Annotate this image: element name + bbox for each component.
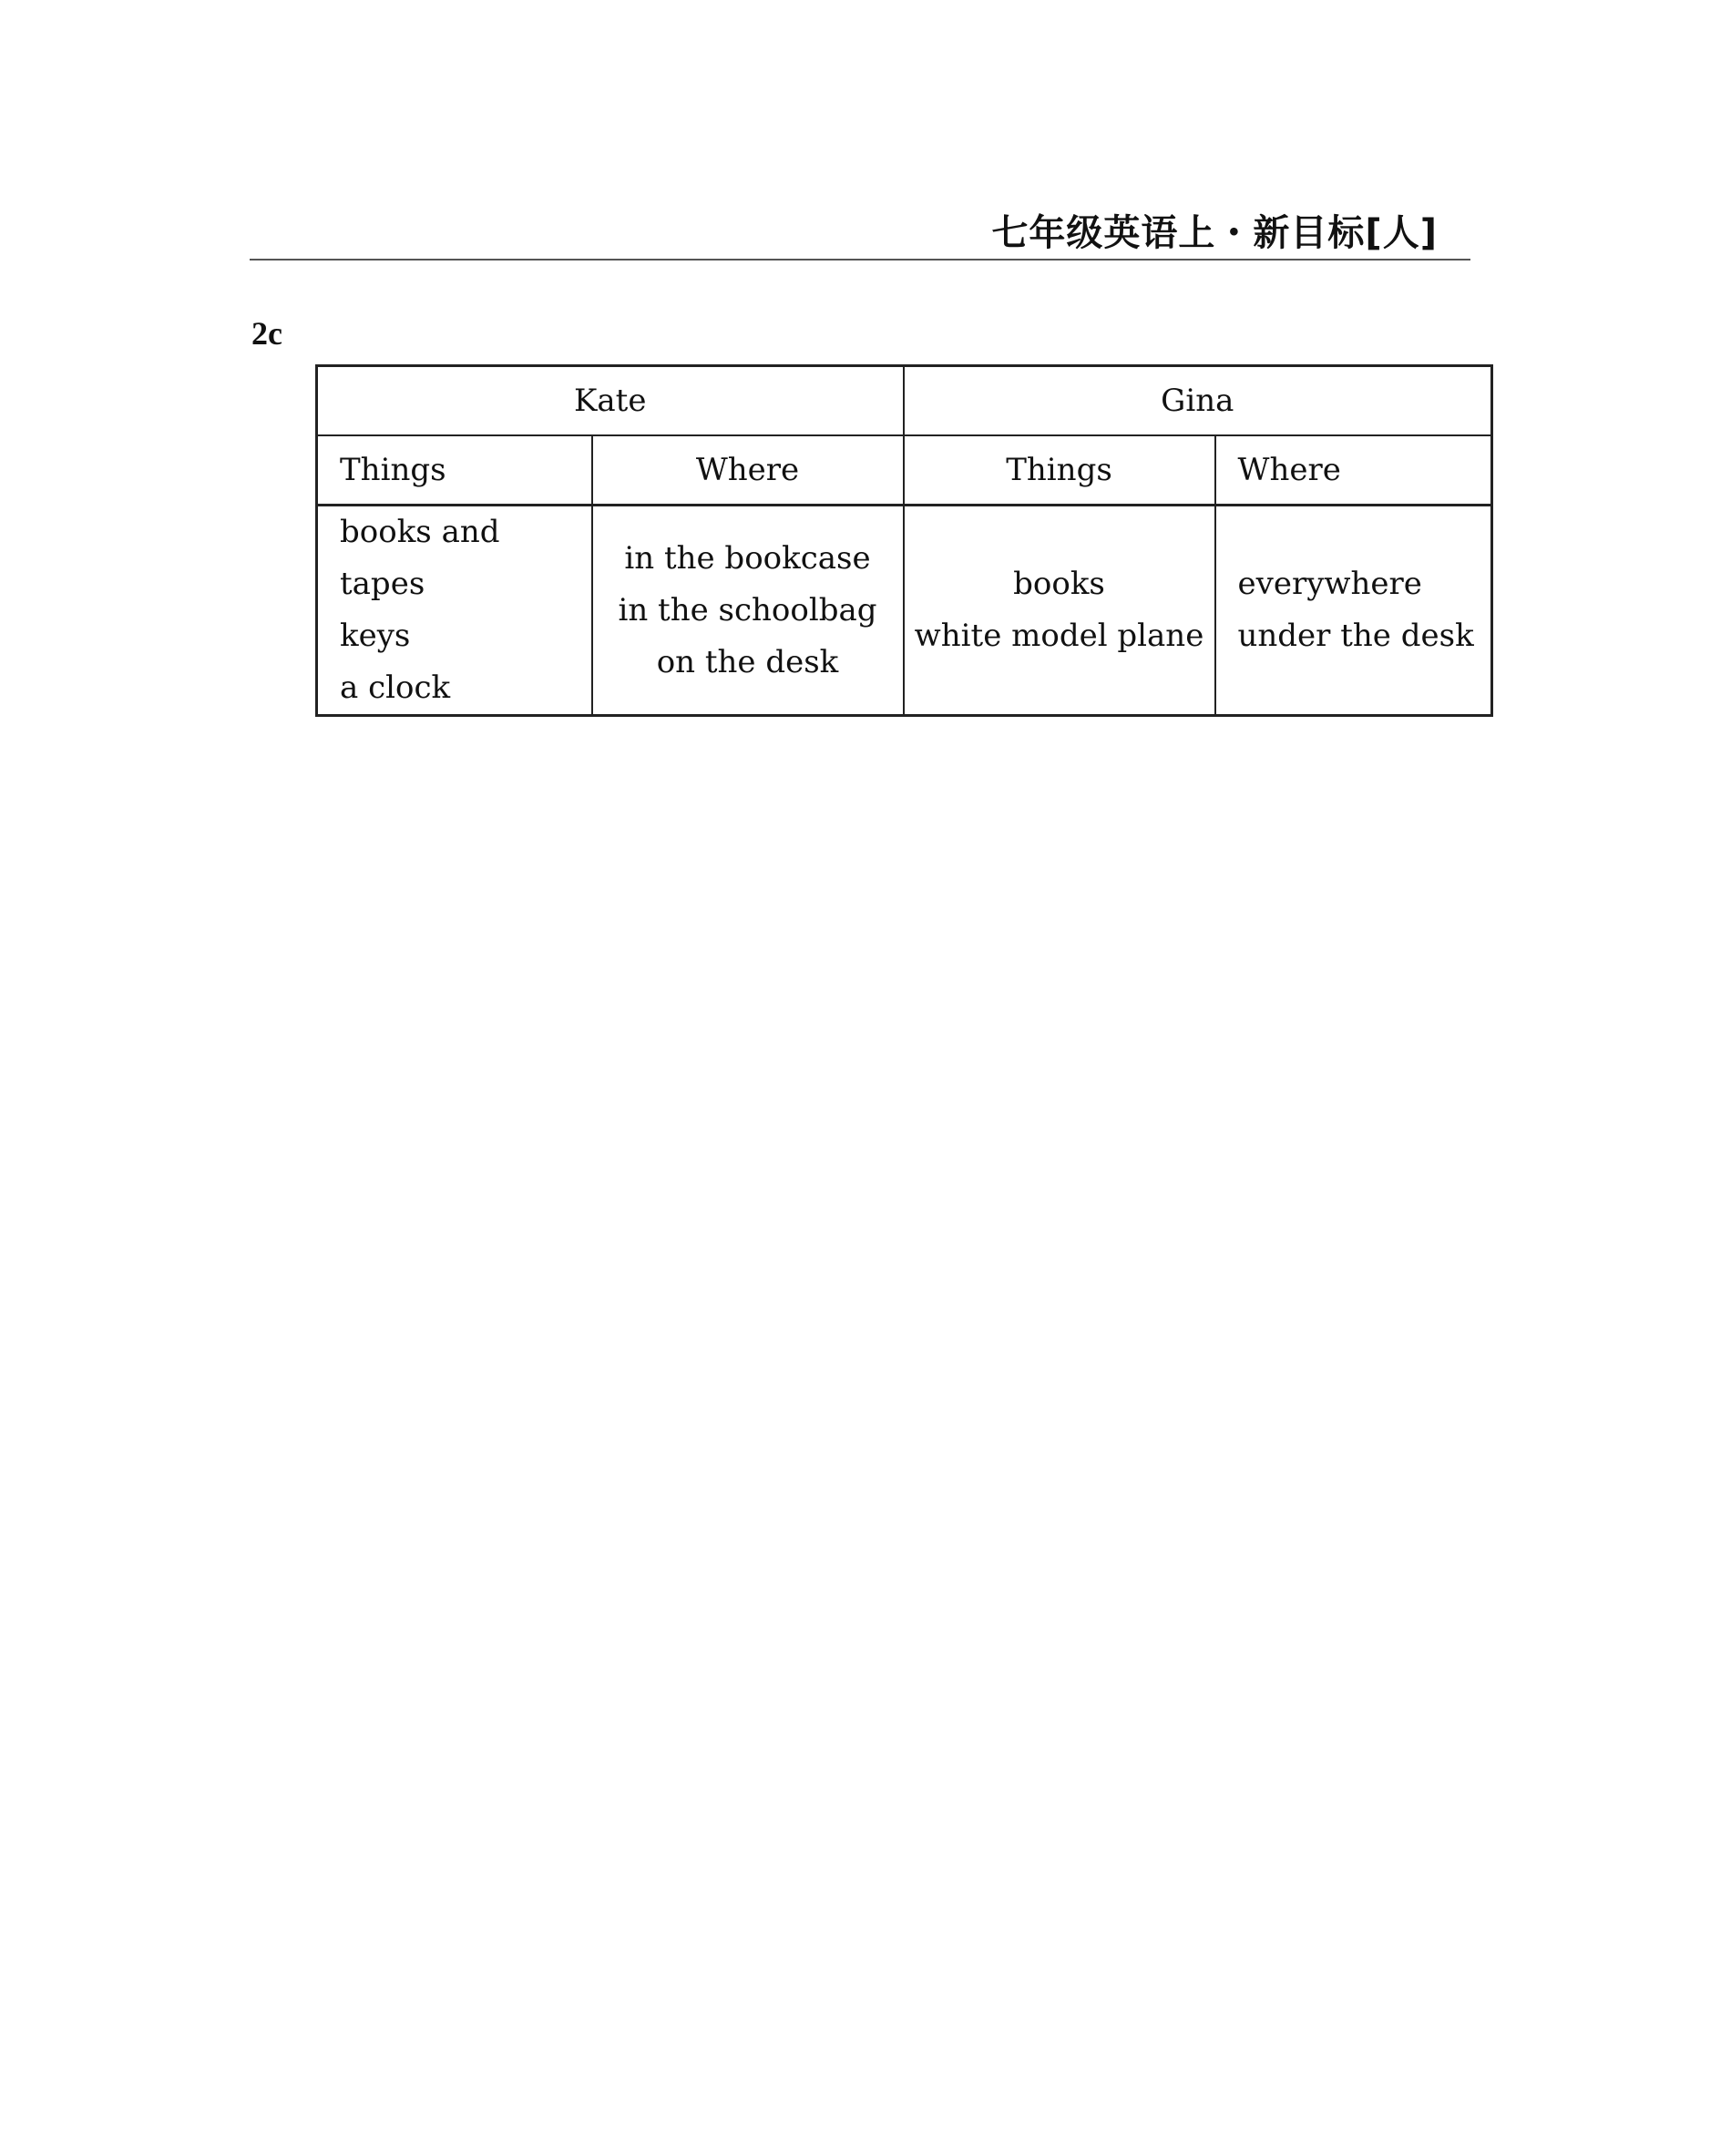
kate-where-item: in the bookcase [624,539,871,577]
answer-table [315,364,1493,717]
kate-where-item: on the desk [656,643,839,680]
gina-thing-item: books [1013,566,1105,602]
book-title: 七年级英语上・新目标[人] [991,212,1438,254]
column-header-gina-things: Things [904,435,1215,506]
column-header-kate-things: Things [317,435,592,506]
kate-thing-item: keys [340,618,411,654]
kate-thing-item: a clock [340,669,451,706]
column-header-kate-where: Where [592,435,904,506]
column-header-gina-where: Where [1215,435,1492,506]
page-header [250,211,1470,261]
table-row-column-headers [317,435,1492,506]
table-row-names [317,366,1492,436]
header-cell-kate: Kate [317,366,904,436]
answer-table-container [315,364,1490,717]
header-cell-gina: Gina [904,366,1492,436]
kate-thing-item: books and tapes [340,514,500,602]
kate-where-item: in the schoolbag [618,591,877,628]
table-row-body [317,506,1492,716]
cell-kate-where [592,506,904,716]
section-label: 2c [251,315,282,352]
cell-gina-things [904,506,1215,716]
cell-kate-things [317,506,592,716]
gina-where-item: under the desk [1237,618,1474,654]
cell-gina-where [1215,506,1492,716]
gina-where-item: everywhere [1237,566,1422,602]
gina-thing-item: white model plane [914,618,1204,654]
